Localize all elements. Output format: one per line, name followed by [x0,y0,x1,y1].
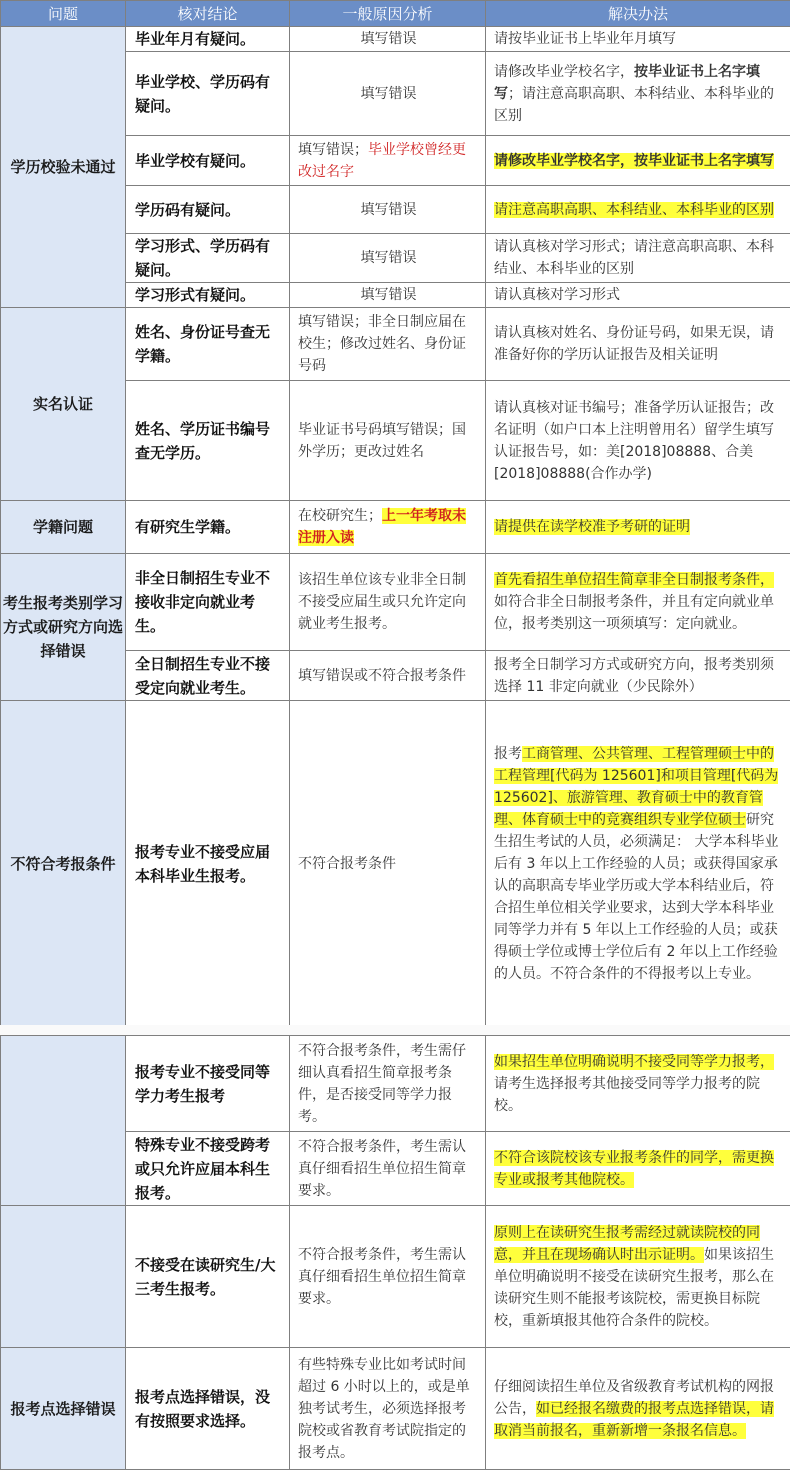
solution-text: 仔细阅读招生单位及省级教育考试机构的网报公告， [494,1378,774,1417]
header-conclusion: 核对结论 [126,1,290,27]
reason-cell: 填写错误或不符合报考条件 [290,651,486,701]
solution-highlight-text: 如已经报名缴费的报考点选择错误，请取消当前报名，重新新增一条报名信息。 [494,1400,774,1439]
reason-cell: 有些特殊专业比如考试时间超过 6 小时以上的，或是单独考试考生，必须选择报考院校或省教育考试院指定的报考点。 [290,1348,486,1470]
solution-text: 如果该招生单位明确说明不接受在读研究生报考，那么在读研究生则不能报考该院校，需更换目标院校，重新填报其他符合条件的院校。 [494,1246,774,1329]
solution-cell: 请按毕业证书上毕业年月填写 [486,27,790,52]
table-row [1,501,790,554]
solution-highlight-text: 不符合该院校该专业报考条件的同学，需更换专业或报考其他院校。 [494,1149,774,1188]
conclusion-cell: 毕业年月有疑问。 [126,27,290,52]
solution-highlight-text: 首先看招生单位招生简章非全日制报考条件， [494,572,774,588]
header-reason: 一般原因分析 [290,1,486,27]
solution-cell: 请认真核对学习形式 [486,283,790,308]
solution-highlight-text: 工商管理、公共管理、工程管理硕士中的工程管理[代码为 125601]和项目管理[代码为 125602]、旅游管理、教育硕士中的教育管理、体育硕士中的竞赛组织专业学位硕士 [494,745,779,828]
table-row [1,701,790,1027]
reason-cell [290,136,486,186]
solution-highlight-text: 请注意高职高职、本科结业、本科毕业的区别 [494,201,774,218]
solution-cell [486,501,790,554]
category-cell: 实名认证 [1,308,126,501]
solution-cell: 请认真核对姓名、身份证号码，如果无误，请准备好你的学历认证报告及相关证明 [486,308,790,381]
solution-text: 报考 [494,745,522,762]
solution-cell [486,1132,790,1206]
conclusion-cell: 报考专业不接受应届本科毕业生报考。 [126,701,290,1027]
solution-cell: 请认真核对证书编号；准备学历认证报告；改名证明（如户口本上注明曾用名）留学生填写认证报告号，如：美[2018]08888、合美[2018]08888(合作办学) [486,381,790,501]
category-cell: 考生报考类别学习方式或研究方向选择错误 [1,554,126,701]
category-cell: 学历校验未通过 [1,27,126,308]
reason-cell: 填写错误 [290,283,486,308]
category-cell-empty [1,1036,126,1206]
reason-cell: 该招生单位该专业非全日制不接受应届生或只允许定向就业考生报考。 [290,554,486,651]
solution-text: 研究生招生考试的人员，必须满足： 大学本科毕业后有 3 年以上工作经验的人员；或获得国家承认的高职高专毕业学历或大学本科结业后，符合招生单位相关学业要求，达到大学本科毕业同等学力并有 5 年以上工作经验的人员；或获得硕士学位或博士学位后有 2 年以上工作经验的人员。不符合条件的不得报考以上专业。 [494,811,779,982]
reason-cell: 填写错误 [290,52,486,136]
reason-red-text: 毕业学校曾经更改过名字 [298,141,466,180]
category-cell: 报考点选择错误 [1,1348,126,1470]
conclusion-cell: 报考点选择错误，没有按照要求选择。 [126,1348,290,1470]
reason-cell: 不符合报考条件，考生需认真仔细看招生单位招生简章要求。 [290,1132,486,1206]
header-issue: 问题 [1,1,126,27]
enrollment-issues-table-continued [0,1035,790,1470]
conclusion-cell: 不接受在读研究生/大三考生报考。 [126,1206,290,1348]
reason-text: 填写错误； [298,141,368,158]
solution-text: 如符合非全日制报考条件，并且有定向就业单位，报考类别这一项须填写：定向就业。 [494,594,774,632]
reason-cell: 填写错误 [290,186,486,234]
category-cell: 不符合考报条件 [1,701,126,1027]
reason-highlight-text: 上一年考取未注册入读 [298,508,466,546]
conclusion-cell: 毕业学校、学历码有疑问。 [126,52,290,136]
reason-cell: 不符合报考条件 [290,701,486,1027]
category-cell: 学籍问题 [1,501,126,554]
conclusion-cell: 毕业学校有疑问。 [126,136,290,186]
conclusion-cell: 学习形式有疑问。 [126,283,290,308]
solution-text: 请考生选择报考其他接受同等学力报考的院校。 [494,1075,760,1114]
solution-cell [486,701,790,1027]
conclusion-cell: 报考专业不接受同等学力考生报考 [126,1036,290,1132]
solution-bold-text: 按毕业证书上名字填写 [494,63,760,102]
category-cell-empty [1,1206,126,1348]
table-row [1,554,790,651]
table-row [1,1348,790,1470]
solution-cell [486,52,790,136]
reason-cell: 填写错误；非全日制应届在校生；修改过姓名、身份证号码 [290,308,486,381]
solution-highlight-text: 原则上在读研究生报考需经过就读院校的同意，并且在现场确认时出示证明。 [494,1224,760,1263]
reason-cell: 毕业证书号码填写错误；国外学历；更改过姓名 [290,381,486,501]
solution-highlight-text: 如果招生单位明确说明不接受同等学力报考， [494,1053,774,1070]
conclusion-cell: 有研究生学籍。 [126,501,290,554]
conclusion-cell: 非全日制招生专业不接收非定向就业考生。 [126,554,290,651]
reason-text: 在校研究生； [298,508,382,524]
solution-cell [486,186,790,234]
table-row [1,27,790,52]
table-row [1,1036,790,1132]
solution-cell: 报考全日制学习方式或研究方向，报考类别须选择 11 非定向就业（少民除外） [486,651,790,701]
solution-cell [486,1036,790,1132]
solution-text: 请修改毕业学校名字， [494,63,634,80]
solution-cell [486,554,790,651]
reason-cell: 填写错误 [290,27,486,52]
solution-cell: 请认真核对学习形式；请注意高职高职、本科结业、本科毕业的区别 [486,234,790,283]
reason-cell [290,501,486,554]
reason-cell: 填写错误 [290,234,486,283]
conclusion-cell: 学习形式、学历码有疑问。 [126,234,290,283]
solution-cell [486,1206,790,1348]
reason-cell: 不符合报考条件，考生需认真仔细看招生单位招生简章要求。 [290,1206,486,1348]
conclusion-cell: 学历码有疑问。 [126,186,290,234]
conclusion-cell: 姓名、学历证书编号查无学历。 [126,381,290,501]
conclusion-cell: 姓名、身份证号查无学籍。 [126,308,290,381]
solution-highlight-text: 请修改毕业学校名字，按毕业证书上名字填写 [494,152,774,169]
table-row [1,308,790,381]
solution-cell [486,1348,790,1470]
header-solution: 解决办法 [486,1,790,27]
reason-cell: 不符合报考条件，考生需仔细认真看招生简章报考条件，是否接受同等学力报考。 [290,1036,486,1132]
solution-text: ；请注意高职高职、本科结业、本科毕业的区别 [494,85,774,124]
conclusion-cell: 全日制招生专业不接受定向就业考生。 [126,651,290,701]
table-row [1,1206,790,1348]
table-header-row [1,1,790,27]
solution-cell [486,136,790,186]
solution-highlight-text: 请提供在读学校准予考研的证明 [494,519,690,535]
page-break-gap [0,1025,790,1035]
conclusion-cell: 特殊专业不接受跨考或只允许应届本科生报考。 [126,1132,290,1206]
